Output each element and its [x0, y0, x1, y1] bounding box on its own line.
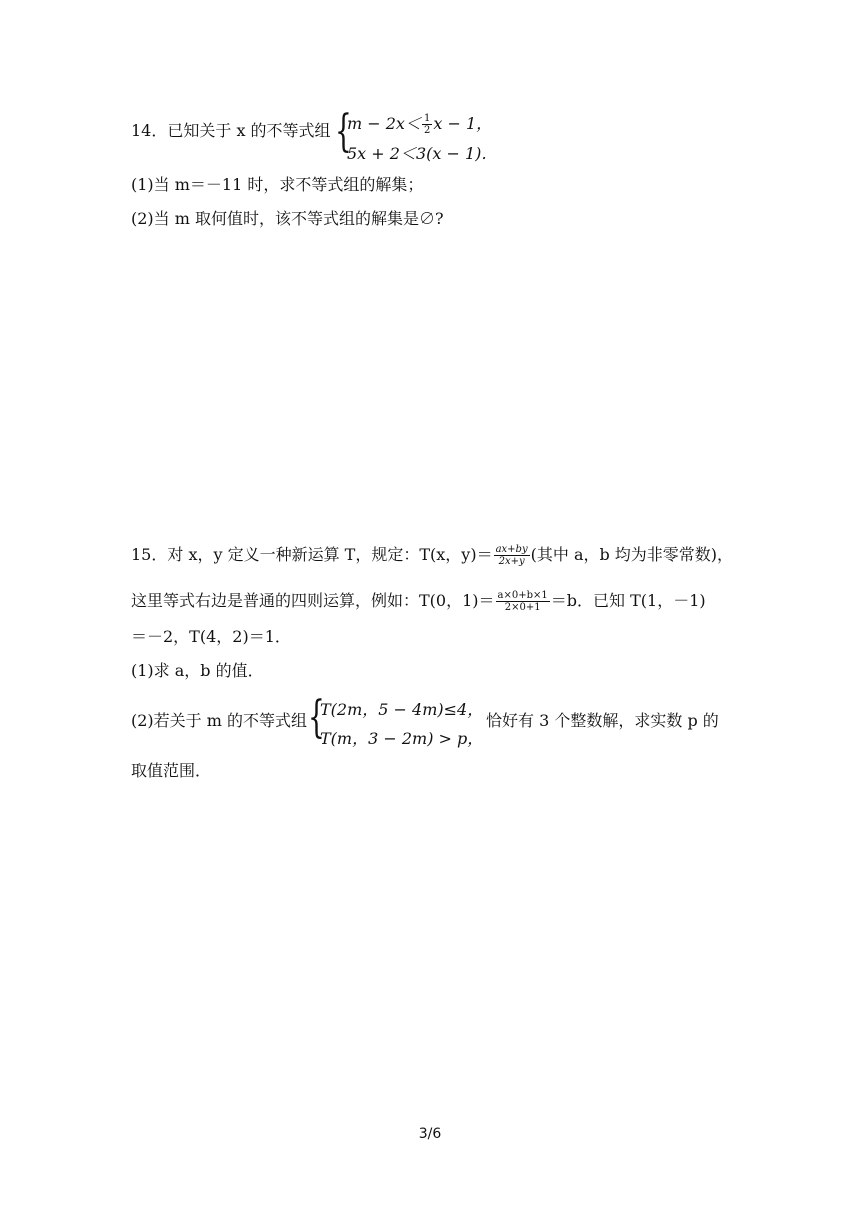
q15-part2-end: 取值范围．: [131, 761, 212, 780]
q15-definition-fraction: $\frac{ax+by}{2x+y}$: [495, 544, 528, 567]
page-number: 3/6: [418, 1126, 442, 1142]
q14-part2: (2)当 m 取何值时，该不等式组的解集是∅?: [131, 209, 444, 228]
q15-line2: 这里等式右边是普通的四则运算，例如：T(0，1)＝ $\frac{a\times 0+b\times 1}{2\times 0+1}$ ＝b．已知 T(1，－1): [131, 590, 706, 613]
q14-part1: (1)当 m＝－11 时，求不等式组的解集；: [131, 175, 424, 194]
q15-part2-tail: 恰好有 3 个整数解，求实数 p 的: [486, 711, 719, 730]
q14-fraction: $\frac{1}{2}$: [423, 113, 431, 136]
q15-part2-intro: (2)若关于 m 的不等式组: [131, 711, 308, 730]
q15-line3: ＝－2，T(4，2)＝1．: [131, 627, 291, 646]
q15-line1: 15．对 x，y 定义一种新运算 T，规定：T(x，y)＝ $\frac{ax+by}{2x+y}$ (其中 a，b 均为非零常数)，: [131, 544, 734, 567]
q14-inequality-1: m − 2x＜ $\frac{1}{2}$ x − 1，: [347, 113, 493, 136]
q14-system-brace: {: [335, 106, 352, 157]
q15-system-row-1: T(2m，5 − 4m)≤4，: [320, 700, 484, 719]
q15-system-brace: {: [308, 692, 325, 743]
q15-example-fraction: $\frac{a\times 0+b\times 1}{2\times 0+1}$: [497, 590, 548, 613]
q15-part1: (1)求 a，b 的值．: [131, 661, 264, 680]
q14-intro: 14．已知关于 x 的不等式组: [131, 121, 331, 140]
q15-system-row-2: T(m，3 − 2m) > p，: [320, 729, 484, 748]
q14-inequality-2: 5x + 2＜3(x − 1)．: [347, 144, 498, 163]
